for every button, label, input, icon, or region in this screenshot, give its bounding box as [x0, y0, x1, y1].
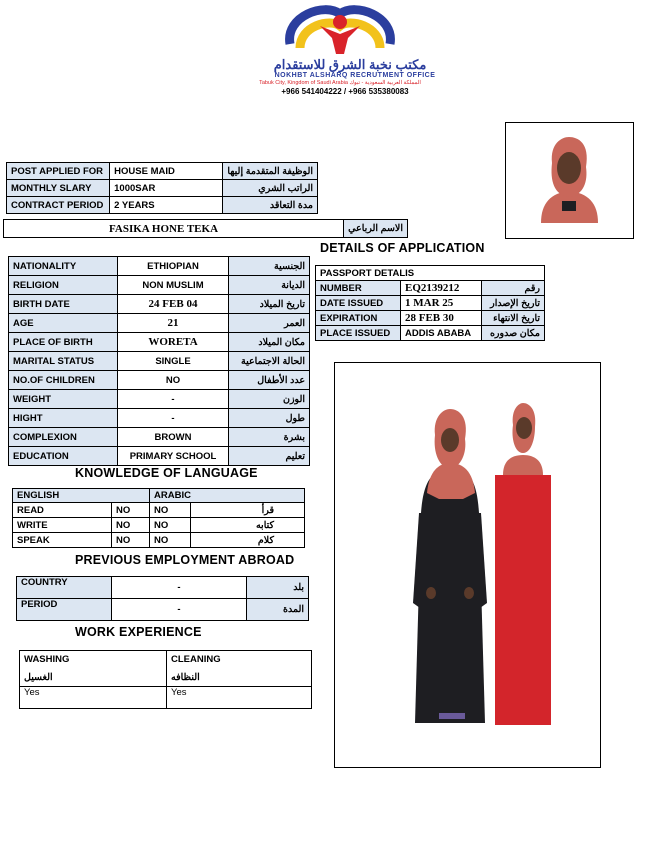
portrait-photo [506, 123, 633, 238]
full-body-photo-frame [334, 362, 601, 768]
passport-table [315, 265, 545, 341]
post-value: HOUSE MAID [110, 163, 223, 180]
table-row [316, 266, 545, 281]
table-row [9, 390, 310, 409]
passport-expiry-label: EXPIRATION [316, 311, 401, 326]
read-arabic: NO [150, 503, 191, 518]
speak-arabic: NO [150, 533, 191, 548]
table-row [13, 518, 305, 533]
washing-label: WASHING [20, 651, 167, 669]
table-row [17, 599, 309, 621]
children-label-ar: عدد الأطفال [229, 371, 310, 390]
table-row [7, 180, 318, 197]
nationality-value: ETHIOPIAN [118, 257, 229, 276]
period-label: PERIOD [17, 599, 112, 621]
table-row [13, 533, 305, 548]
table-row [20, 669, 312, 687]
work-experience-heading: WORK EXPERIENCE [75, 625, 202, 639]
write-label: WRITE [13, 518, 112, 533]
passport-issued-label: DATE ISSUED [316, 296, 401, 311]
previous-employment-heading: PREVIOUS EMPLOYMENT ABROAD [75, 553, 295, 567]
table-row [7, 163, 318, 180]
table-row [9, 276, 310, 295]
write-label-ar: كتابه [191, 518, 305, 533]
passport-expiry-value: 28 FEB 30 [401, 311, 482, 326]
position-table [6, 162, 318, 214]
complexion-label: COMPLEXION [9, 428, 118, 447]
table-row [9, 295, 310, 314]
religion-label-ar: الديانة [229, 276, 310, 295]
table-row [316, 326, 545, 341]
language-col-arabic: ARABIC [150, 489, 305, 503]
nationality-label: NATIONALITY [9, 257, 118, 276]
passport-issued-label-ar: تاريخ الإصدار [482, 296, 545, 311]
country-label: COUNTRY [17, 577, 112, 599]
period-value: - [112, 599, 247, 621]
contract-value: 2 YEARS [110, 197, 223, 214]
birthplace-label-ar: مكان الميلاد [229, 333, 310, 352]
full-name: FASIKA HONE TEKA [4, 220, 344, 238]
weight-value: - [118, 390, 229, 409]
complexion-value: BROWN [118, 428, 229, 447]
height-label-ar: طول [229, 409, 310, 428]
full-body-photo [335, 363, 600, 767]
name-table [3, 219, 408, 238]
weight-label-ar: الوزن [229, 390, 310, 409]
marital-value: SINGLE [118, 352, 229, 371]
table-row [4, 220, 408, 238]
passport-expiry-label-ar: تاريخ الانتهاء [482, 311, 545, 326]
read-label-ar: قرأ [191, 503, 305, 518]
work-experience-table [19, 650, 312, 709]
passport-number-label-ar: رقم [482, 281, 545, 296]
country-value: - [112, 577, 247, 599]
office-address: Tabuk City, Kingdom of Saudi Arabia المملكة العربية السعودية - تبوك [259, 80, 421, 86]
religion-label: RELIGION [9, 276, 118, 295]
education-label: EDUCATION [9, 447, 118, 466]
write-arabic: NO [150, 518, 191, 533]
cleaning-value: Yes [167, 687, 312, 709]
contract-label-ar: مدة التعاقد [223, 197, 318, 214]
cleaning-label-ar: النظافه [167, 669, 312, 687]
language-col-english: ENGLISH [13, 489, 150, 503]
speak-label: SPEAK [13, 533, 112, 548]
children-label: NO.OF CHILDREN [9, 371, 118, 390]
office-name-arabic: مكتب نخبة الشرق للاستقدام [273, 57, 427, 72]
table-row [20, 651, 312, 669]
table-row [9, 257, 310, 276]
birthdate-label: BIRTH DATE [9, 295, 118, 314]
details-heading: DETAILS OF APPLICATION [320, 241, 485, 255]
religion-value: NON MUSLIM [118, 276, 229, 295]
salary-value: 1000SAR [110, 180, 223, 197]
height-value: - [118, 409, 229, 428]
birthdate-label-ar: تاريخ الميلاد [229, 295, 310, 314]
previous-employment-table [16, 576, 309, 621]
read-english: NO [112, 503, 150, 518]
office-name-english: NOKHBT ALSHARQ RECRUTMENT OFFICE [274, 72, 436, 79]
complexion-label-ar: بشرة [229, 428, 310, 447]
washing-value: Yes [20, 687, 167, 709]
table-row [9, 314, 310, 333]
speak-label-ar: كلام [191, 533, 305, 548]
age-label: AGE [9, 314, 118, 333]
full-name-label-ar: الاسم الرباعي [344, 220, 408, 238]
age-label-ar: العمر [229, 314, 310, 333]
language-table [12, 488, 305, 548]
passport-issued-value: 1 MAR 25 [401, 296, 482, 311]
contract-label: CONTRACT PERIOD [7, 197, 110, 214]
salary-label-ar: الراتب الشري [223, 180, 318, 197]
age-value: 21 [118, 314, 229, 333]
post-label-ar: الوظيفة المتقدمة إليها [223, 163, 318, 180]
passport-number-label: NUMBER [316, 281, 401, 296]
table-row [20, 687, 312, 709]
marital-label: MARITAL STATUS [9, 352, 118, 371]
portrait-photo-frame [505, 122, 634, 239]
table-row [316, 281, 545, 296]
table-row [9, 333, 310, 352]
weight-label: WEIGHT [9, 390, 118, 409]
table-row [9, 409, 310, 428]
language-heading: KNOWLEDGE OF LANGUAGE [75, 466, 258, 480]
speak-english: NO [112, 533, 150, 548]
post-label: POST APPLIED FOR [7, 163, 110, 180]
cleaning-label: CLEANING [167, 651, 312, 669]
passport-place-label: PLACE ISSUED [316, 326, 401, 341]
table-row [13, 503, 305, 518]
table-row [316, 296, 545, 311]
period-label-ar: المدة [247, 599, 309, 621]
salary-label: MONTHLY SLARY [7, 180, 110, 197]
table-row [17, 577, 309, 599]
birthplace-value: WORETA [118, 333, 229, 352]
children-value: NO [118, 371, 229, 390]
birthplace-label: PLACE OF BIRTH [9, 333, 118, 352]
table-row [9, 428, 310, 447]
country-label-ar: بلد [247, 577, 309, 599]
passport-title: PASSPORT DETALIS [316, 266, 545, 281]
table-row [7, 197, 318, 214]
read-label: READ [13, 503, 112, 518]
table-row [9, 352, 310, 371]
passport-number-value: EQ2139212 [401, 281, 482, 296]
write-english: NO [112, 518, 150, 533]
table-row [316, 311, 545, 326]
height-label: HIGHT [9, 409, 118, 428]
birthdate-value: 24 FEB 04 [118, 295, 229, 314]
office-phones: +966 541404222 / +966 535380083 [281, 87, 409, 96]
table-row [9, 447, 310, 466]
washing-label-ar: الغسيل [20, 669, 167, 687]
table-row [13, 489, 305, 503]
table-row [9, 371, 310, 390]
education-label-ar: تعليم [229, 447, 310, 466]
personal-details-table [8, 256, 310, 466]
nationality-label-ar: الجنسية [229, 257, 310, 276]
education-value: PRIMARY SCHOOL [118, 447, 229, 466]
marital-label-ar: الحالة الاجتماعية [229, 352, 310, 371]
passport-place-value: ADDIS ABABA [401, 326, 482, 341]
passport-place-label-ar: مكان صدوره [482, 326, 545, 341]
